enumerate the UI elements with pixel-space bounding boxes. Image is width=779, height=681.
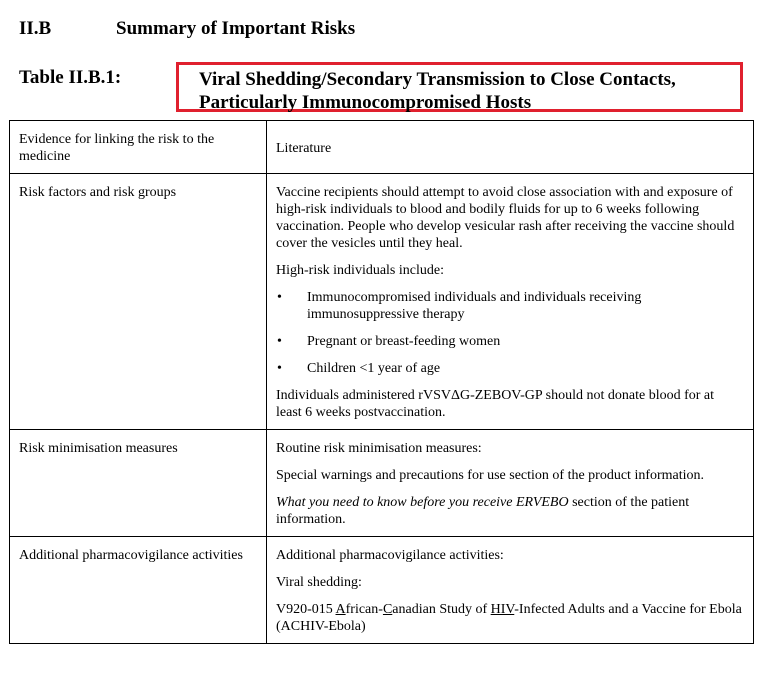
section-number: II.B	[19, 18, 52, 39]
pharmacovigilance-paragraph-1: Additional pharmacovigilance activities:	[276, 548, 504, 563]
patient-info-section-title: What you need to know before you receive ERVEBO	[276, 495, 569, 510]
table-title-line-1: Viral Shedding/Secondary Transmission to Close Contacts,	[199, 69, 676, 90]
study-acronym-letter: C	[382, 602, 393, 617]
bullet-icon: •	[277, 361, 282, 376]
table-row-risk-factors	[10, 174, 754, 430]
table-title-highlight-box	[176, 62, 743, 112]
table-row-pharmacovigilance	[10, 537, 754, 644]
minimisation-paragraph-2: Special warnings and precautions for use section of the product information.	[276, 468, 705, 483]
study-acronym-letter: A	[335, 602, 346, 617]
risk-factors-paragraph-1: Vaccine recipients should attempt to avoid close association with and exposure of high-risk individuals to blood and bodily fluids for up to 6 weeks following vaccination. People who develop vesicular rash after receiving the vaccine should cover the vesicles until they heal.	[276, 185, 735, 251]
study-acronym-letters: HIV	[490, 602, 515, 617]
row-value-evidence: Literature	[267, 121, 754, 174]
study-id: V920-015	[276, 602, 336, 617]
pharmacovigilance-paragraph-2: Viral shedding:	[276, 575, 362, 590]
study-text: anadian Study of	[392, 602, 491, 617]
risk-factors-paragraph-2: High-risk individuals include:	[276, 263, 444, 278]
study-text: frican-	[345, 602, 383, 617]
list-item	[276, 289, 743, 323]
risk-summary-table	[9, 120, 754, 644]
bullet-icon: •	[277, 334, 282, 349]
study-text: -Infected Adults and a Vaccine for Ebola (ACHIV-Ebola)	[276, 602, 742, 634]
section-heading	[19, 18, 355, 40]
list-item-text: Children <1 year of age	[307, 361, 441, 376]
list-item-text: Immunocompromised individuals and individuals receiving immunosuppressive therapy	[307, 290, 642, 322]
row-label-minimisation: Risk minimisation measures	[10, 430, 267, 537]
list-item-text: Pregnant or breast-feeding women	[307, 334, 501, 349]
bullet-icon: •	[277, 290, 282, 305]
minimisation-paragraph-1: Routine risk minimisation measures:	[276, 441, 482, 456]
list-item	[276, 360, 743, 377]
list-item	[276, 333, 743, 350]
risk-factors-paragraph-3: Individuals administered rVSVΔG-ZEBOV-GP should not donate blood for at least 6 weeks postvaccination.	[276, 388, 715, 420]
row-value-pharmacovigilance	[267, 537, 754, 644]
row-label-pharmacovigilance: Additional pharmacovigilance activities	[10, 537, 267, 644]
table-row-minimisation	[10, 430, 754, 537]
table-title-line-2: Particularly Immunocompromised Hosts	[199, 92, 532, 113]
minimisation-paragraph-3	[276, 494, 743, 528]
table-label: Table II.B.1:	[19, 67, 122, 88]
minimisation-paragraph-3-rest: section of the patient information.	[276, 495, 690, 527]
table-row-evidence	[10, 121, 754, 174]
row-value-minimisation	[267, 430, 754, 537]
study-description	[276, 601, 743, 635]
section-title: Summary of Important Risks	[116, 18, 356, 39]
row-value-risk-factors	[267, 174, 754, 430]
high-risk-list	[276, 289, 743, 377]
row-label-risk-factors: Risk factors and risk groups	[10, 174, 267, 430]
row-label-evidence: Evidence for linking the risk to the medicine	[10, 121, 267, 174]
